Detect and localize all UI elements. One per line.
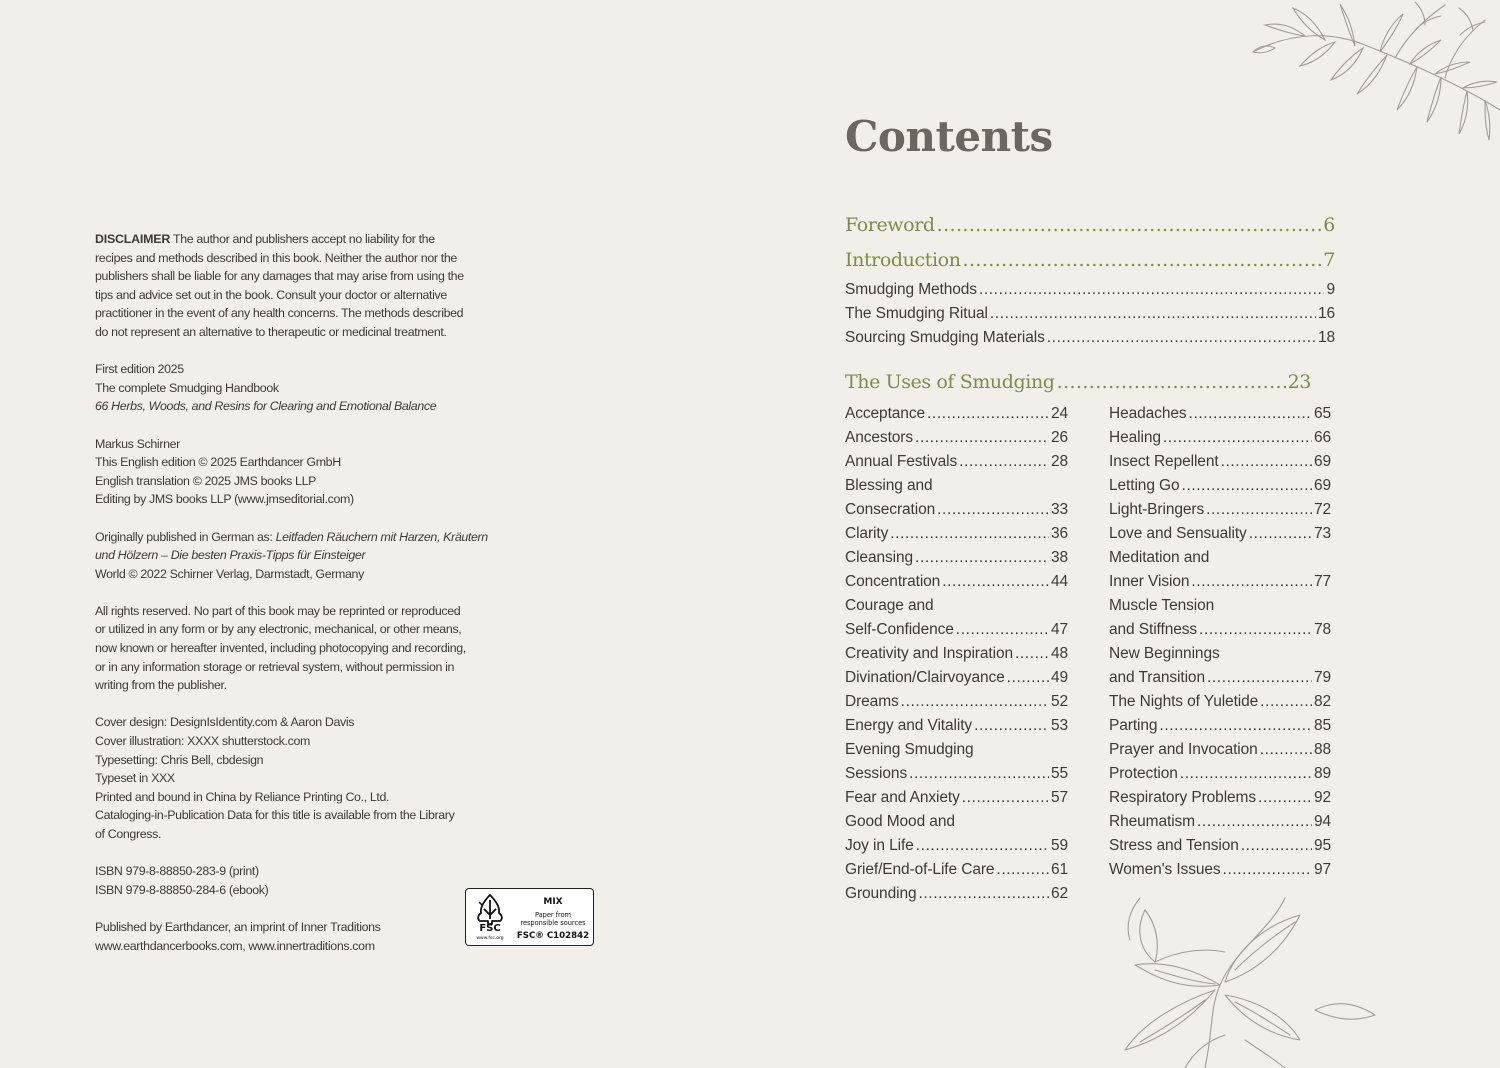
toc-leader	[1191, 570, 1312, 594]
toc-leader	[927, 402, 1049, 426]
toc-leader	[1015, 642, 1049, 666]
toc-entry-introduction[interactable]	[845, 249, 1335, 271]
imprint-page	[95, 230, 510, 974]
toc-entry	[1109, 642, 1331, 666]
toc-entry-label: Cleansing	[845, 549, 914, 566]
toc-entry-label: Smudging Methods	[845, 281, 977, 298]
toc-entry[interactable]	[845, 618, 1068, 642]
toc-entry-label: Good Mood and	[845, 813, 955, 830]
toc-column-left	[845, 402, 1068, 906]
toc-entry-label: Ancestors	[845, 429, 914, 446]
edition-block	[95, 360, 510, 416]
toc-entry[interactable]	[845, 690, 1068, 714]
disclaimer-line: publishers shall be liable for any damages that may arise from using the	[95, 269, 464, 284]
fsc-logo	[465, 888, 594, 946]
toc-entry-label: Grief/End-of-Life Care	[845, 861, 995, 878]
toc-leader	[1199, 618, 1312, 642]
toc-leader	[1207, 666, 1312, 690]
toc-entry[interactable]	[845, 786, 1068, 810]
toc-entry-uses-of-smudging[interactable]	[845, 371, 1311, 393]
toc-entry-label: Clarity	[845, 525, 889, 542]
toc-leader	[1260, 690, 1312, 714]
toc-entry-label: The Smudging Ritual	[845, 305, 988, 322]
toc-entry	[845, 810, 1068, 834]
toc-entry-label: Parting	[1109, 717, 1158, 734]
toc-page-number: 77	[1313, 573, 1331, 590]
rights-line: or in any information storage or retrieval system, without permission in	[95, 659, 455, 674]
toc-entry-label: Dreams	[845, 693, 899, 710]
toc-entry-label: Healing	[1109, 429, 1161, 446]
toc-page-number: 95	[1313, 837, 1331, 854]
toc-entry	[845, 474, 1068, 498]
credit-line: English translation © 2025 JMS books LLP	[95, 473, 317, 488]
toc-entry[interactable]	[1109, 450, 1331, 474]
toc-leader	[1223, 858, 1312, 882]
toc-entry[interactable]	[845, 450, 1068, 474]
toc-entry-label: Women's Issues	[1109, 861, 1221, 878]
production-line: Typeset in XXX	[95, 771, 175, 786]
toc-page-number: 65	[1313, 405, 1331, 422]
publisher-line: www.earthdancerbooks.com, www.innertraditions.com	[95, 938, 375, 953]
credit-line: Markus Schirner	[95, 436, 180, 451]
isbn-line: ISBN 979-8-88850-284-6 (ebook)	[95, 882, 269, 897]
toc-entry[interactable]	[1109, 786, 1331, 810]
toc-page-number: 52	[1050, 693, 1068, 710]
toc-leader	[915, 546, 1049, 570]
toc-entry-label: Blessing and	[845, 477, 933, 494]
toc-entry[interactable]	[845, 834, 1068, 858]
toc-entry[interactable]	[1109, 474, 1331, 498]
toc-leader	[916, 834, 1049, 858]
original-title: und Hölzern – Die besten Praxis-Tipps für Einsteiger	[95, 548, 366, 563]
toc-entry[interactable]	[845, 642, 1068, 666]
fsc-paper-line: Paper from	[534, 911, 572, 919]
toc-entry[interactable]	[845, 714, 1068, 738]
toc-entry-label: Respiratory Problems	[1109, 789, 1257, 806]
toc-entry[interactable]	[845, 666, 1068, 690]
toc-page-number: 24	[1050, 405, 1068, 422]
toc-entry-label: Sessions	[845, 765, 908, 782]
toc-page-number: 38	[1050, 549, 1068, 566]
fsc-mix: MIX	[543, 897, 563, 907]
toc-leader	[1197, 810, 1312, 834]
toc-page-number: 49	[1050, 669, 1068, 686]
original-copyright: World © 2022 Schirner Verlag, Darmstadt, Germany	[95, 566, 364, 581]
toc-page-number: 92	[1313, 789, 1331, 806]
toc-entry-label: Introduction	[845, 249, 961, 271]
toc-entry-label: Grounding	[845, 885, 917, 902]
edition-line: First edition 2025	[95, 362, 184, 377]
toc-entry-label: and Stiffness	[1109, 621, 1198, 638]
toc-page-number: 16	[1317, 305, 1335, 322]
toc-page-number: 55	[1050, 765, 1068, 782]
toc-page-number: 53	[1050, 717, 1068, 734]
toc-page-number: 62	[1050, 885, 1068, 902]
book-title-line: The complete Smudging Handbook	[95, 380, 279, 395]
toc-entry-label: Self-Confidence	[845, 621, 954, 638]
herb-sprig-illustration	[1245, 0, 1500, 150]
toc-leader	[915, 426, 1049, 450]
toc-entry-label: Fear and Anxiety	[845, 789, 960, 806]
toc-page-number: 72	[1313, 501, 1331, 518]
toc-leader	[1057, 371, 1286, 393]
toc-leader	[1241, 834, 1312, 858]
toc-page-number: 18	[1317, 329, 1335, 346]
toc-page-number: 61	[1050, 861, 1068, 878]
toc-entry-label: Divination/Clairvoyance	[845, 669, 1005, 686]
toc-leader	[990, 305, 1316, 323]
toc-leader	[959, 450, 1049, 474]
toc-entry[interactable]	[845, 402, 1068, 426]
production-line: Cover illustration: XXXX shutterstock.com	[95, 734, 310, 749]
toc-page-number: 94	[1313, 813, 1331, 830]
contents-title: Contents	[845, 112, 1053, 161]
toc-entry[interactable]	[1109, 618, 1331, 642]
toc-column-right	[1109, 402, 1331, 882]
fsc-brand: FSC	[479, 923, 501, 934]
toc-leader	[1007, 666, 1049, 690]
toc-entry-smudging-methods[interactable]	[845, 281, 1335, 305]
toc-entry-label: Sourcing Smudging Materials	[845, 329, 1045, 346]
rights-line: now known or hereafter invented, including photocopying and recording,	[95, 641, 466, 656]
toc-entry-sourcing-materials[interactable]	[845, 329, 1335, 353]
original-edition-block	[95, 528, 510, 584]
toc-leader	[937, 498, 1049, 522]
toc-page-number: 73	[1313, 525, 1331, 542]
toc-page-number: 69	[1313, 477, 1331, 494]
toc-leader	[1182, 474, 1312, 498]
rights-line: writing from the publisher.	[95, 678, 227, 693]
disclaimer-line: The author and publishers accept no liability for the	[172, 232, 435, 246]
toc-entry-label: Acceptance	[845, 405, 925, 422]
credit-line: This English edition © 2025 Earthdancer GmbH	[95, 455, 341, 470]
fsc-paper-text	[514, 911, 592, 927]
toc-entry	[845, 738, 1068, 762]
disclaimer-heading: DISCLAIMER	[95, 232, 171, 246]
toc-entry-label: The Uses of Smudging	[845, 371, 1055, 393]
disclaimer-line: practitioner in the event of any health concerns. The methods described	[95, 306, 464, 321]
toc-entry[interactable]	[845, 762, 1068, 786]
publisher-line: Published by Earthdancer, an imprint of Inner Traditions	[95, 919, 381, 934]
disclaimer-line: recipes and methods described in this book. Neither the author nor the	[95, 250, 457, 265]
toc-page-number: 36	[1050, 525, 1068, 542]
toc-leader	[901, 690, 1049, 714]
toc-entry	[845, 594, 1068, 618]
toc-leader	[937, 214, 1322, 236]
toc-entry-label: Joy in Life	[845, 837, 914, 854]
toc-leader	[1163, 426, 1312, 450]
toc-leader	[956, 618, 1049, 642]
toc-entry-label: Love and Sensuality	[1109, 525, 1247, 542]
rights-line: All rights reserved. No part of this book may be reprinted or reproduced	[95, 603, 461, 618]
toc-entry-label: Light-Bringers	[1109, 501, 1205, 518]
toc-page-number: 9	[1326, 281, 1335, 298]
disclaimer-line: do not represent an alternative to therapeutic or medicinal treatment.	[95, 324, 447, 339]
toc-entry[interactable]	[1109, 498, 1331, 522]
production-line: Cataloging-in-Publication Data for this title is available from the Library	[95, 808, 455, 823]
production-line: Cover design: DesignIsIdentity.com & Aaron Davis	[95, 715, 355, 730]
toc-page-number: 47	[1050, 621, 1068, 638]
toc-entry[interactable]	[1109, 666, 1331, 690]
toc-page-number: 28	[1050, 453, 1068, 470]
toc-entry[interactable]	[1109, 810, 1331, 834]
toc-page-number: 66	[1313, 429, 1331, 446]
toc-page-number: 85	[1313, 717, 1331, 734]
fsc-url: www.fsc.org	[476, 936, 504, 941]
toc-page-number: 89	[1313, 765, 1331, 782]
original-prefix: Originally published in German as:	[95, 529, 276, 544]
toc-leader	[996, 858, 1049, 882]
toc-entry-label: Concentration	[845, 573, 941, 590]
production-line: of Congress.	[95, 827, 162, 841]
toc-page-number: 7	[1323, 249, 1335, 271]
isbn-line: ISBN 979-8-88850-283-9 (print)	[95, 864, 259, 879]
rights-line: or utilized in any form or by any electronic, mechanical, or other means,	[95, 622, 462, 637]
toc-leader	[962, 786, 1049, 810]
toc-page-number: 78	[1313, 621, 1331, 638]
toc-leader	[974, 714, 1049, 738]
rights-block	[95, 602, 510, 695]
credit-line: Editing by JMS books LLP (www.jmseditorial.com)	[95, 492, 354, 507]
toc-page-number: 48	[1050, 645, 1068, 662]
toc-entry-label: Muscle Tension	[1109, 597, 1215, 614]
toc-entry-label: Foreword	[845, 214, 935, 236]
toc-entry-label: Inner Vision	[1109, 573, 1190, 590]
toc-entry[interactable]	[845, 546, 1068, 570]
toc-page-number: 82	[1313, 693, 1331, 710]
toc-entry	[1109, 594, 1331, 618]
book-subtitle: 66 Herbs, Woods, and Resins for Clearing and Emotional Balance	[95, 399, 437, 414]
toc-entry-label: Stress and Tension	[1109, 837, 1239, 854]
toc-page-number: 88	[1313, 741, 1331, 758]
toc-page-number: 23	[1287, 371, 1311, 393]
toc-leader	[1159, 714, 1312, 738]
toc-entry-label: Rheumatism	[1109, 813, 1195, 830]
toc-leader	[1180, 762, 1312, 786]
toc-entry-label: Insect Repellent	[1109, 453, 1219, 470]
toc-entry-label: The Nights of Yuletide	[1109, 693, 1259, 710]
toc-page-number: 44	[1050, 573, 1068, 590]
toc-page-number: 59	[1050, 837, 1068, 854]
fsc-paper-line: responsible sources	[520, 919, 586, 927]
toc-entry[interactable]	[1109, 714, 1331, 738]
toc-page-number: 57	[1050, 789, 1068, 806]
original-title: Leitfaden Räuchern mit Harzen, Kräutern	[275, 529, 488, 544]
disclaimer-line: tips and advice set out in the book. Consult your doctor or alternative	[95, 287, 447, 302]
toc-leader	[1258, 786, 1312, 810]
toc-page-number: 97	[1313, 861, 1331, 878]
toc-entry-label: Prayer and Invocation	[1109, 741, 1258, 758]
toc-page-number: 79	[1313, 669, 1331, 686]
toc-entry[interactable]	[845, 498, 1068, 522]
toc-entry[interactable]	[1109, 858, 1331, 882]
toc-leader	[1249, 522, 1312, 546]
toc-entry[interactable]	[1109, 834, 1331, 858]
toc-entry[interactable]	[845, 858, 1068, 882]
toc-entry[interactable]	[1109, 522, 1331, 546]
toc-leader	[1189, 402, 1312, 426]
toc-entry[interactable]	[845, 882, 1068, 906]
toc-leader	[1047, 329, 1316, 347]
toc-page-number: 26	[1050, 429, 1068, 446]
toc-entry-label: Evening Smudging	[845, 741, 974, 758]
toc-entry-foreword[interactable]	[845, 214, 1335, 236]
toc-page-number: 6	[1323, 214, 1335, 236]
toc-page-number: 69	[1313, 453, 1331, 470]
toc-entry[interactable]	[845, 426, 1068, 450]
toc-entry-label: Courage and	[845, 597, 934, 614]
toc-entry[interactable]	[1109, 738, 1331, 762]
toc-entry-label: Annual Festivals	[845, 453, 958, 470]
credits-block	[95, 435, 510, 509]
toc-entry-smudging-ritual[interactable]	[845, 305, 1335, 329]
isbn-block	[95, 862, 510, 899]
toc-leader	[1206, 498, 1312, 522]
toc-leader	[918, 882, 1048, 906]
toc-leader	[963, 249, 1322, 271]
production-line: Typesetting: Chris Bell, cbdesign	[95, 752, 264, 767]
production-line: Printed and bound in China by Reliance Printing Co., Ltd.	[95, 789, 390, 804]
production-block	[95, 713, 510, 843]
toc-leader	[942, 570, 1049, 594]
disclaimer-block	[95, 230, 510, 342]
toc-entry[interactable]	[1109, 570, 1331, 594]
toc-entry[interactable]	[1109, 402, 1331, 426]
toc-entry-label: New Beginnings	[1109, 645, 1220, 662]
toc-entry[interactable]	[1109, 690, 1331, 714]
toc-leader	[1260, 738, 1312, 762]
toc-leader	[909, 762, 1049, 786]
toc-entry-label: Headaches	[1109, 405, 1187, 422]
toc-entry-label: Energy and Vitality	[845, 717, 973, 734]
toc-page-number: 33	[1050, 501, 1068, 518]
toc-entry-label: Protection	[1109, 765, 1178, 782]
toc-entry-label: and Transition	[1109, 669, 1205, 686]
toc-entry-label: Meditation and	[1109, 549, 1210, 566]
toc-leader	[979, 281, 1325, 299]
toc-entry	[1109, 546, 1331, 570]
toc-leader	[1221, 450, 1312, 474]
publisher-block	[95, 918, 510, 955]
toc-entry-label: Letting Go	[1109, 477, 1180, 494]
toc-entry[interactable]	[845, 522, 1068, 546]
fsc-code: FSC® C102842	[516, 931, 590, 941]
toc-leader	[890, 522, 1049, 546]
toc-entry-label: Creativity and Inspiration	[845, 645, 1013, 662]
toc-entry[interactable]	[845, 570, 1068, 594]
toc-entry[interactable]	[1109, 426, 1331, 450]
flower-illustration	[1085, 890, 1385, 1068]
toc-entry-label: Consecration	[845, 501, 936, 518]
toc-entry[interactable]	[1109, 762, 1331, 786]
